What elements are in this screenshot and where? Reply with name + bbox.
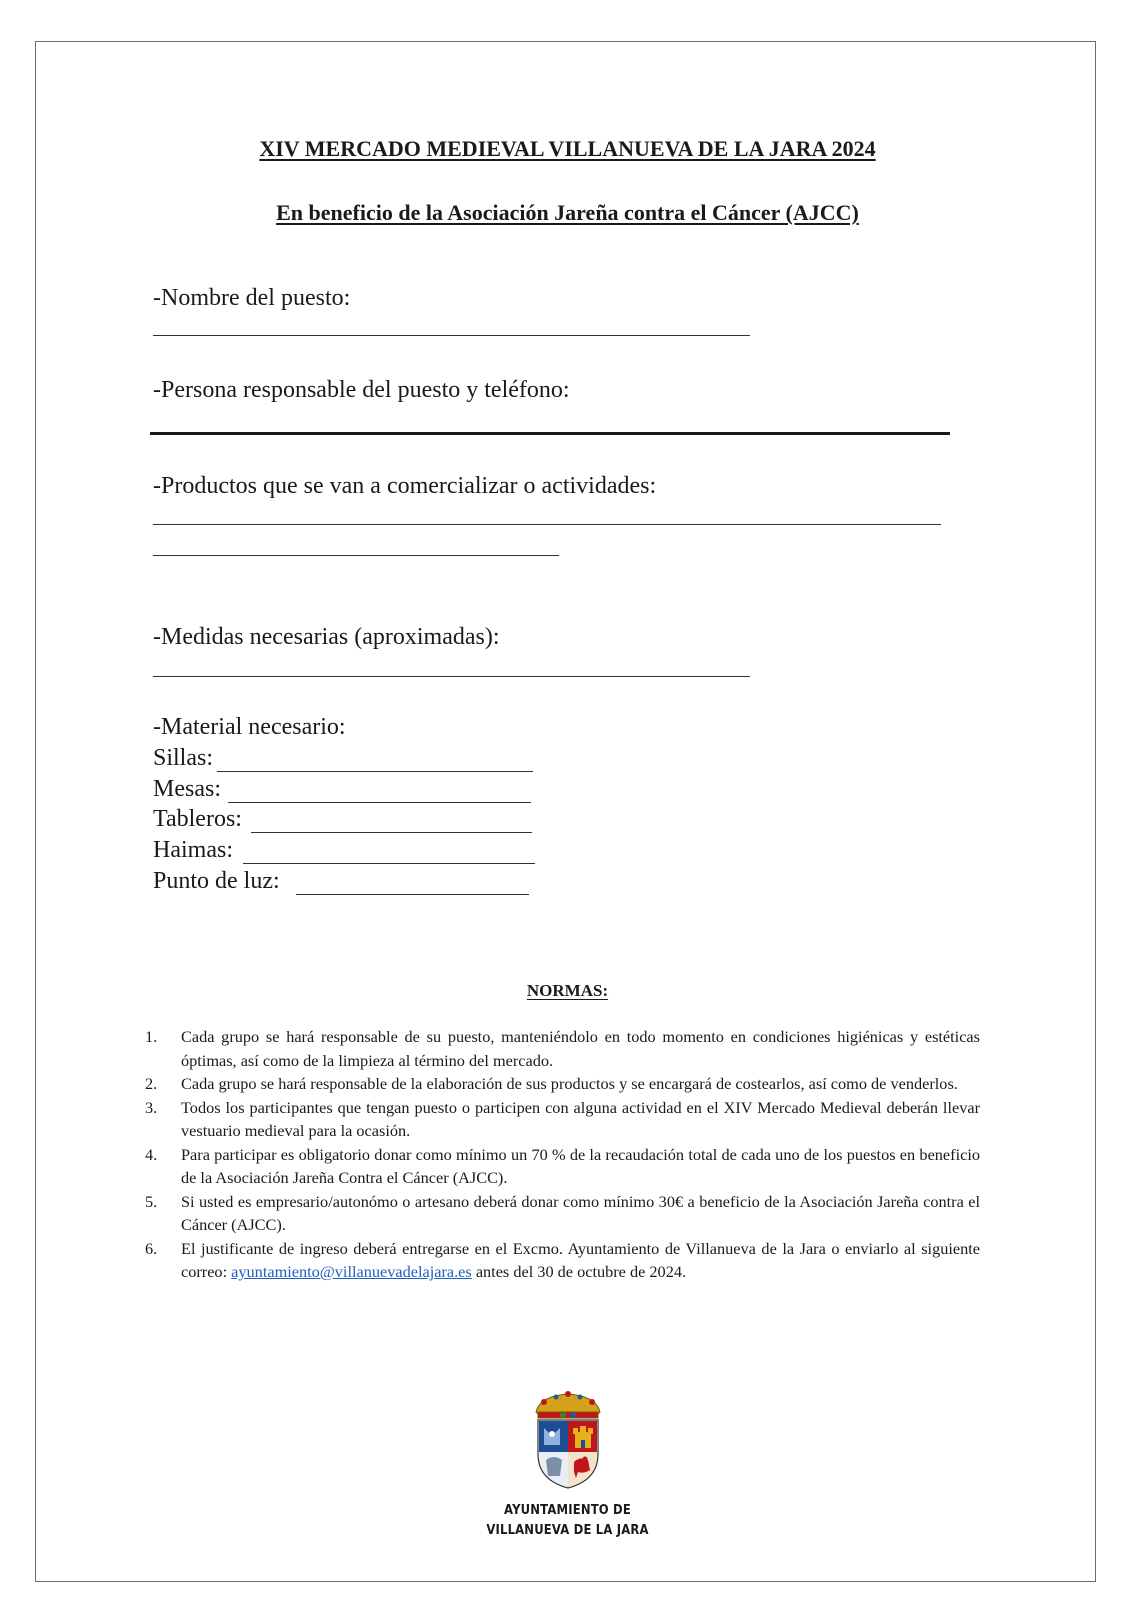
norma-text: Todos los participantes que tengan puesto o participen con alguna actividad en el XIV Mercado Medieval deberán llevar vestuario medieval para la ocasión.: [181, 1097, 980, 1140]
material-line-haimas[interactable]: [243, 863, 535, 864]
field-label-productos: -Productos que se van a comercializar o actividades:: [153, 473, 657, 499]
email-link[interactable]: ayuntamiento@villanuevadelajara.es: [231, 1262, 472, 1281]
material-line-tableros[interactable]: [251, 832, 532, 833]
coat-of-arms-icon: [530, 1390, 606, 1490]
material-label-tableros: Tableros:: [153, 806, 242, 832]
normas-title: NORMAS:: [526, 981, 609, 1000]
norma-number: 5.: [145, 1191, 158, 1211]
field-label-persona-responsable: -Persona responsable del puesto y teléfono:: [153, 377, 570, 403]
norma-number: 4.: [145, 1144, 158, 1164]
norma-item: [145, 1025, 980, 1072]
material-label-mesas: Mesas:: [153, 776, 221, 802]
material-row-haimas: [153, 837, 233, 867]
norma-number: 6.: [145, 1238, 158, 1258]
norma-item: [145, 1072, 980, 1096]
norma-text-before: El justificante de ingreso deberá entregarse en el Excmo. Ayuntamiento de Villanueva de la Jara o enviarlo al siguiente correo:: [181, 1238, 980, 1281]
normas-list: [145, 1025, 980, 1284]
norma-number: 3.: [145, 1097, 158, 1117]
field-line-persona-responsable[interactable]: [150, 432, 950, 435]
document-subtitle: En beneficio de la Asociación Jareña contra el Cáncer (AJCC): [276, 200, 859, 225]
field-line-medidas[interactable]: [153, 676, 750, 677]
norma-item: [145, 1096, 980, 1143]
material-label-punto-luz: Punto de luz:: [153, 868, 280, 894]
material-label-sillas: Sillas:: [153, 745, 214, 771]
material-line-sillas[interactable]: [217, 771, 533, 772]
norma-item: [145, 1143, 980, 1190]
material-row-tableros: [153, 806, 242, 836]
norma-text: Si usted es empresario/autonómo o artesano deberá donar como mínimo 30€ a beneficio de la Asociación Jareña contra el Cáncer (AJCC).: [181, 1191, 980, 1234]
material-row-sillas: [153, 745, 213, 775]
material-row-punto-luz: [153, 868, 280, 898]
field-label-material: -Material necesario:: [153, 714, 346, 740]
norma-item: [145, 1237, 980, 1284]
material-label-haimas: Haimas:: [153, 837, 233, 863]
norma-text: Cada grupo se hará responsable de la elaboración de sus productos y se encargará de costearlos, así como de venderlos.: [181, 1074, 958, 1093]
logo-caption: [79, 1500, 1055, 1540]
norma-text-after: antes del 30 de octubre de 2024.: [471, 1262, 687, 1281]
norma-item: [145, 1190, 980, 1237]
logo-caption-line1: AYUNTAMIENTO DE: [504, 1502, 631, 1518]
field-label-nombre-puesto: -Nombre del puesto:: [153, 285, 351, 311]
material-line-punto-luz[interactable]: [296, 894, 529, 895]
norma-text: Para participar es obligatorio donar como mínimo un 70 % de la recaudación total de cada uno de los puestos en beneficio de la Asociación Jareña Contra el Cáncer (AJCC).: [181, 1144, 980, 1187]
norma-number: 2.: [145, 1074, 158, 1093]
field-label-medidas: -Medidas necesarias (aproximadas):: [153, 624, 500, 650]
norma-number: 1.: [145, 1027, 158, 1046]
material-line-mesas[interactable]: [228, 802, 531, 803]
field-line-productos-2[interactable]: [153, 555, 559, 556]
norma-text: Cada grupo se hará responsable de su puesto, manteniéndolo en todo momento en condiciones higiénicas y estéticas óptimas, así como de la limpieza al término del mercado.: [181, 1027, 980, 1070]
logo-caption-line2: VILLANUEVA DE LA JARA: [486, 1522, 649, 1538]
field-line-productos-1[interactable]: [153, 524, 941, 525]
material-row-mesas: [153, 776, 221, 806]
document-title: XIV MERCADO MEDIEVAL VILLANUEVA DE LA JARA 2024: [259, 136, 876, 161]
field-line-nombre-puesto[interactable]: [153, 335, 750, 336]
